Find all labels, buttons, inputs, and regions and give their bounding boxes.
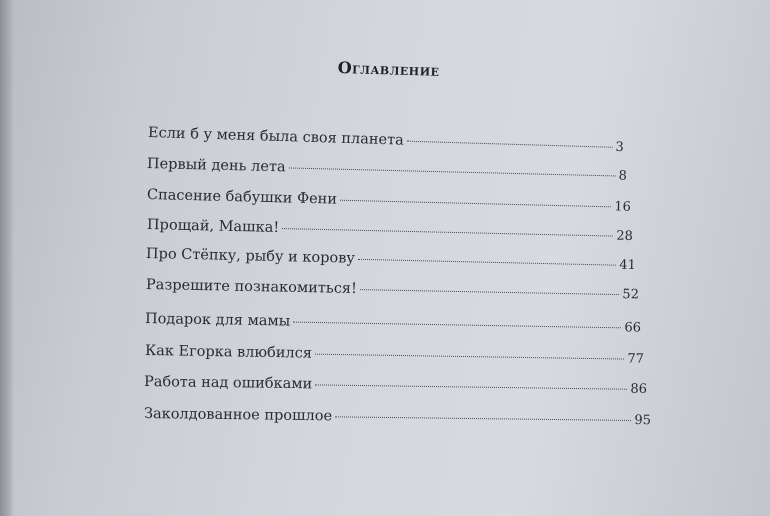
toc-entry-title: Прощай, Машка! [146,217,280,236]
dot-leader [407,141,613,148]
toc-entry-title: Про Стёпку, рыбу и корову [145,246,356,267]
toc-entry-title: Спасение бабушки Фени [146,187,338,208]
toc-entry-page: 52 [622,287,640,303]
toc-entry-title: Разрешите познакомиться! [145,277,358,298]
dot-leader [340,200,611,208]
dot-leader [282,228,613,237]
toc-entry [144,373,647,399]
toc-entry-page: 16 [614,199,632,215]
toc-entry-page: 66 [624,320,642,336]
dot-leader [293,322,621,329]
toc-entry-title: Заколдованное прошлое [143,406,333,425]
toc-entry [147,216,633,246]
dot-leader [315,384,627,389]
toc-entry [148,124,624,157]
toc-entry-title: Как Егорка влюбился [144,343,313,362]
toc-entry [145,310,641,338]
toc-entry-title: Подарок для мамы [144,311,291,330]
dot-leader [335,416,631,421]
toc-entry-title: Если б у меня была своя планета [147,125,405,149]
toc-entry-title: Работа над ошибками [143,374,313,393]
toc-entry [147,186,631,217]
toc-entry-page: 3 [615,139,625,156]
dot-leader [315,354,625,360]
toc-entry [147,155,627,186]
dot-leader [358,259,617,266]
toc-entry-page: 41 [619,257,637,274]
toc-entry [145,342,644,369]
toc-entry [146,245,636,275]
toc-entry [144,405,651,430]
toc-entry-title: Первый день лета [146,156,286,176]
toc-heading: Оглавление [337,58,440,80]
dot-leader [360,289,620,295]
toc-entry-page: 28 [616,228,634,245]
toc-entry-page: 86 [630,381,648,398]
toc-entry-page: 95 [634,412,652,429]
toc-entry [146,276,639,304]
toc-entry-page: 77 [627,351,645,367]
toc-entry-page: 8 [618,168,628,184]
dot-leader [289,167,616,176]
